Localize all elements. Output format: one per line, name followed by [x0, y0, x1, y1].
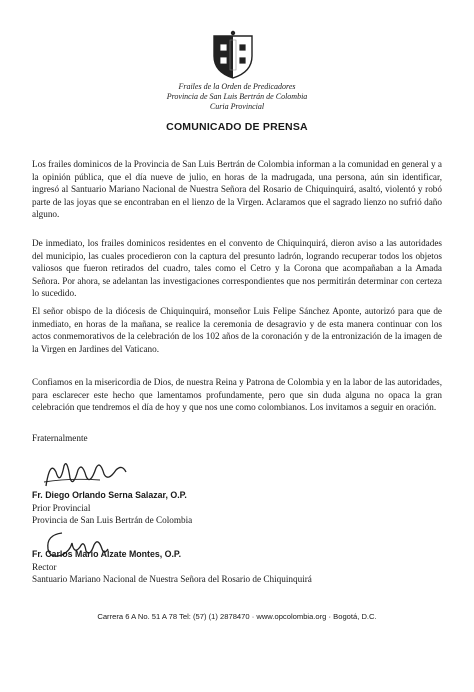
body-paragraph-4: Confiamos en la misericordia de Dios, de nuestra Reina y Patrona de Colombia y en la labor de las autoridades, para esclarecer este hecho que lamentamos profundamente, pero que sin duda alguna no opaca la gran celebración que tendremos el día de hoy y que nos une como colombianos. Los invitamos a seguir en oración. — [32, 377, 443, 413]
closing-salutation: Fraternalmente — [32, 433, 88, 443]
body-paragraph-1: Los frailes dominicos de la Provincia de San Luis Bertrán de Colombia informan a la comunidad en general y a la opinión pública, que el día nueve de julio, en horas de la madrugada, una persona, aún sin identificar, ingresó al Santuario Mariano Nacional de Nuestra Señora del Rosario de Chiquinquirá, asaltó, violentó y robó parte de las joyas que se encontraban en el lienzo de la Virgen. Aclaramos que el sagrado lienzo no sufrió daño alguno. — [32, 159, 443, 220]
dominican-crest-icon — [210, 30, 256, 80]
signatory-block-1 — [32, 489, 192, 527]
body-paragraph-2: De inmediato, los frailes dominicos residentes en el convento de Chiquinquirá, dieron aviso a las autoridades del municipio, las cuales procedieron con la captura del presunto ladrón, logrando recuperar todos los objetos valiosos que fueron retirados del cuadro, tales como el Cetro y la Corona que acompañaban a la Amada Señora. Por ahora, se adelantan las investigaciones correspondientes que nos permitirán determinar con certeza lo sucedido. — [32, 238, 442, 299]
signatory-block-2 — [32, 548, 312, 586]
signatory-2-org: Santuario Mariano Nacional de Nuestra Señora del Rosario de Chiquinquirá — [32, 574, 312, 585]
letterhead-curia: Curia Provincial — [209, 102, 265, 111]
signatory-1-name: Fr. Diego Orlando Serna Salazar, O.P. — [32, 490, 187, 500]
signatory-2-name: Fr. Carlos Mario Alzate Montes, O.P. — [32, 549, 182, 559]
body-paragraph-3: El señor obispo de la diócesis de Chiquinquirá, monseñor Luis Felipe Sánchez Aponte, autorizó para que de inmediato, en horas de la mañana, se realice la ceremonia de desagravio y de esta manera continuar con los actos conmemorativos de la celebración de los 102 años de la coronación y de la entronización de la imagen de la Virgen en Jardines del Vaticano. — [32, 306, 442, 354]
letterhead-province: Provincia de San Luis Bertrán de Colombia — [166, 92, 308, 101]
signatory-1-org: Provincia de San Luis Bertrán de Colombia — [32, 515, 193, 526]
letterhead — [0, 82, 474, 112]
signatory-1-role: Prior Provincial — [32, 502, 91, 513]
document-title: COMUNICADO DE PRENSA — [166, 121, 308, 133]
signatory-2-role: Rector — [32, 561, 57, 572]
footer-contact: Carrera 6 A No. 51 A 78 Tel: (57) (1) 2878470 · www.opcolombia.org · Bogotá, D.C. — [97, 612, 377, 621]
letterhead-order: Frailes de la Orden de Predicadores — [178, 82, 296, 91]
